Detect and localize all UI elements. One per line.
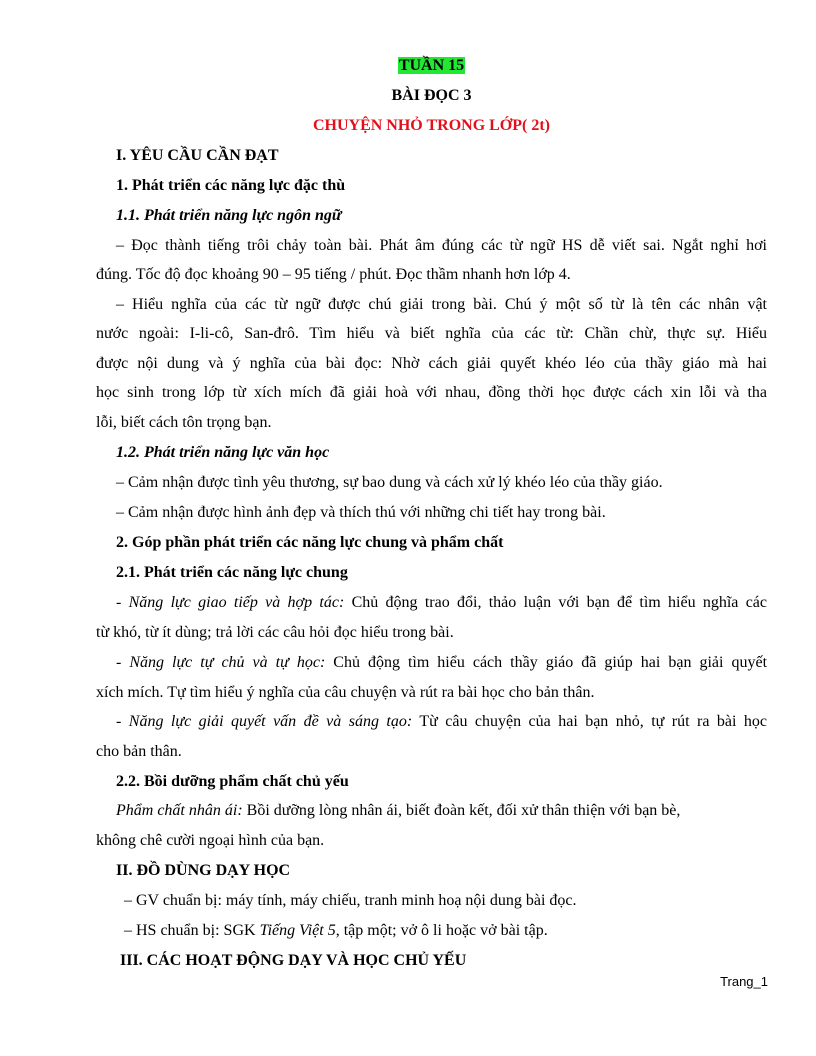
week-line xyxy=(96,56,767,76)
subheading-1-1: 1.1. Phát triển năng lực ngôn ngữ xyxy=(116,207,342,224)
paragraph-line: cho bản thân. xyxy=(96,743,182,760)
section-heading-1: I. YÊU CẦU CẦN ĐẠT xyxy=(116,147,279,164)
paragraph-line: đúng. Tốc độ đọc khoảng 90 – 95 tiếng / phút. Đọc thầm nhanh hơn lớp 4. xyxy=(96,266,571,283)
subheading-2-2: 2.2. Bồi dưỡng phẩm chất chủ yếu xyxy=(116,773,349,790)
competency-text: Từ câu chuyện của hai bạn nhỏ, tự rút ra bài học xyxy=(412,713,767,730)
paragraph-line: không chê cười ngoại hình của bạn. xyxy=(96,832,325,849)
paragraph-line: – Hiểu nghĩa của các từ ngữ được chú giải trong bài. Chú ý một số từ là tên các nhân vật xyxy=(116,296,767,313)
quality-text: Bồi dưỡng lòng nhân ái, biết đoàn kết, đối xử thân thiện với bạn bè, xyxy=(242,802,681,819)
paragraph-line: nước ngoài: I-li-cô, San-đrô. Tìm hiểu và biết nghĩa của các từ: Chần chừ, thực sự. Hiểu xyxy=(96,325,767,342)
page-number: Trang_1 xyxy=(720,974,768,989)
page-title: CHUYỆN NHỎ TRONG LỚP( 2t) xyxy=(312,117,551,134)
text-run: – HS chuẩn bị: SGK xyxy=(124,922,260,939)
text-run: , tập một; vở ô li hoặc vở bài tập. xyxy=(335,922,548,939)
subheading-1-2: 1.2. Phát triển năng lực văn học xyxy=(116,444,330,461)
subheading-2-1: 2.1. Phát triển các năng lực chung xyxy=(116,564,348,581)
paragraph-line: – Cảm nhận được hình ảnh đẹp và thích thú với những chi tiết hay trong bài. xyxy=(116,504,606,521)
competency-text: Chủ động tìm hiểu cách thầy giáo đã giúp hai bạn giải quyết xyxy=(325,654,768,671)
paragraph-line xyxy=(124,921,767,941)
paragraph-line: – Đọc thành tiếng trôi chảy toàn bài. Phát âm đúng các từ ngữ HS dễ viết sai. Ngắt nghỉ hơi xyxy=(116,237,767,254)
quality-label: Phẩm chất nhân ái: xyxy=(116,802,243,819)
competency-label: - Năng lực giao tiếp và hợp tác: xyxy=(116,594,345,611)
subheading-2: 2. Góp phần phát triển các năng lực chung và phẩm chất xyxy=(116,534,504,551)
paragraph-line: – Cảm nhận được tình yêu thương, sự bao dung và cách xử lý khéo léo của thầy giáo. xyxy=(116,474,663,491)
paragraph-line xyxy=(116,712,767,732)
section-heading-2: II. ĐỒ DÙNG DẠY HỌC xyxy=(116,862,291,879)
paragraph-line: lỗi, biết cách tôn trọng bạn. xyxy=(96,414,272,431)
paragraph-line xyxy=(116,801,767,821)
paragraph-line xyxy=(116,653,767,673)
competency-label: - Năng lực giải quyết vấn đề và sáng tạo: xyxy=(116,713,413,730)
competency-label: - Năng lực tự chủ và tự học: xyxy=(116,654,326,671)
paragraph-line: học sinh trong lớp từ xích mích đã giải hoà với nhau, đồng thời học được cách xin lỗi và tha xyxy=(96,384,767,401)
subheading-1: 1. Phát triển các năng lực đặc thù xyxy=(116,177,346,194)
paragraph-line: – GV chuẩn bị: máy tính, máy chiếu, tranh minh hoạ nội dung bài đọc. xyxy=(124,892,577,909)
paragraph-line: xích mích. Tự tìm hiểu ý nghĩa của câu chuyện và rút ra bài học cho bản thân. xyxy=(96,684,595,701)
book-title: Tiếng Việt 5 xyxy=(259,922,336,939)
paragraph-line: từ khó, từ ít dùng; trả lời các câu hỏi đọc hiểu trong bài. xyxy=(96,624,454,641)
paragraph-line xyxy=(116,593,767,613)
week-label: TUẦN 15 xyxy=(398,57,465,74)
paragraph-line: được nội dung và ý nghĩa của bài đọc: Nhờ cách giải quyết khéo léo của thầy giáo mà hai xyxy=(96,355,767,372)
section-heading-3: III. CÁC HOẠT ĐỘNG DẠY VÀ HỌC CHỦ YẾU xyxy=(120,952,467,969)
lesson-label: BÀI ĐỌC 3 xyxy=(391,87,472,104)
competency-text: Chủ động trao đổi, thảo luận với bạn để tìm hiểu nghĩa các xyxy=(344,594,767,611)
